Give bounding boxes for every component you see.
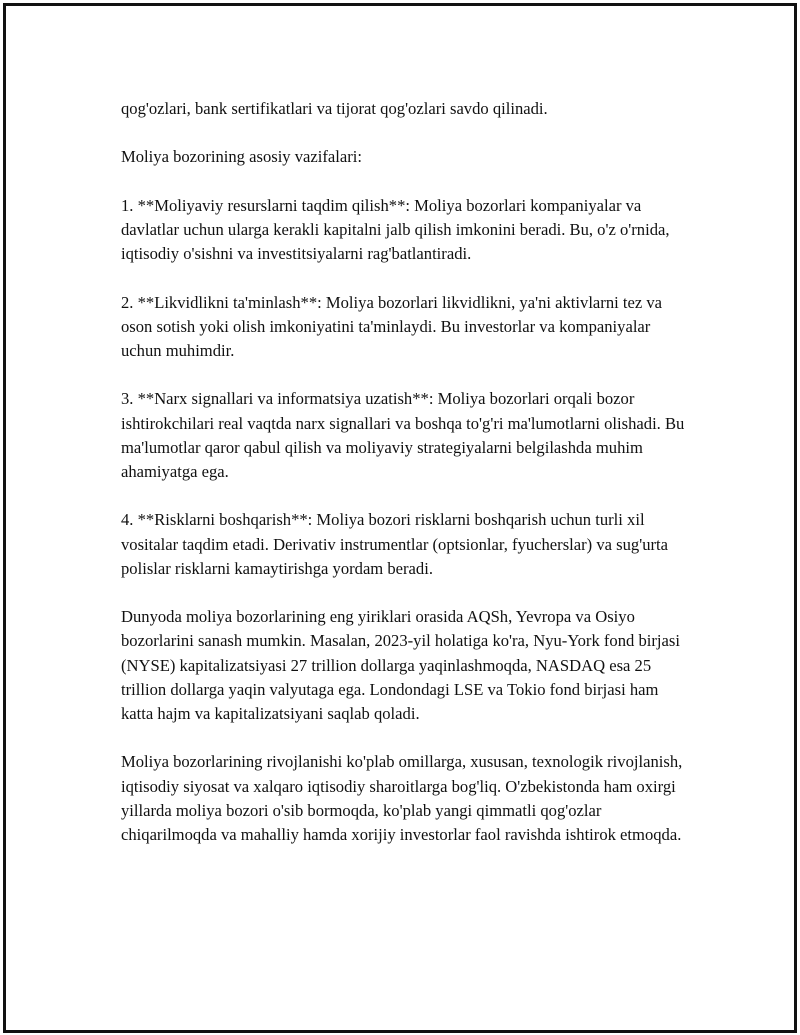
- document-body: [121, 97, 691, 871]
- paragraph-item-4: 4. **Risklarni boshqarish**: Moliya bozori risklarni boshqarish uchun turli xil vositalar taqdim etadi. Derivativ instrumentlar (optsionlar, fyucherslar) va sug'urta polislar risklarni kamaytirishga yordam beradi.: [121, 510, 668, 578]
- paragraph-continuation: qog'ozlari, bank sertifikatlari va tijorat qog'ozlari savdo qilinadi.: [121, 99, 548, 118]
- paragraph-development: Moliya bozorlarining rivojlanishi ko'plab omillarga, xususan, texnologik rivojlanish, iqtisodiy siyosat va xalqaro iqtisodiy sharoitlarga bog'liq. O'zbekistonda ham oxirgi yillarda moliya bozori o'sib bormoqda, ko'plab yangi qimmatli qog'ozlar chiqarilmoqda va mahalliy hamda xorijiy investorlar faol ravishda ishtirok etmoqda.: [121, 752, 683, 844]
- paragraph-item-2: 2. **Likvidlikni ta'minlash**: Moliya bozorlari likvidlikni, ya'ni aktivlarni tez va oson sotish yoki olish imkoniyatini ta'minlaydi. Bu investorlar va kompaniyalar uchun muhimdir.: [121, 292, 663, 360]
- page-frame: [3, 3, 797, 1033]
- paragraph-functions-heading: Moliya bozorining asosiy vazifalari:: [121, 147, 363, 167]
- paragraph-item-3: 3. **Narx signallari va informatsiya uzatish**: Moliya bozorlari orqali bozor ishtirokchilari real vaqtda narx signallari va boshqa to'g'ri ma'lumotlarni olishadi. Bu ma'lumotlar qaror qabul qilish va moliyaviy strategiyalarni belgilashda muhim ahamiyatga ega.: [121, 389, 685, 481]
- paragraph-item-1: 1. **Moliyaviy resurslarni taqdim qilish**: Moliya bozorlari kompaniyalar va davlatlar uchun ularga kerakli kapitalni jalb qilish imkonini beradi. Bu, o'z o'rnida, iqtisodiy o'sishni va investitsiyalarni rag'batlantiradi.: [121, 195, 670, 264]
- paragraph-world-markets: Dunyoda moliya bozorlarining eng yiriklari orasida AQSh, Yevropa va Osiyo bozorlarini sanash mumkin. Masalan, 2023-yil holatiga ko'ra, Nyu-York fond birjasi (NYSE) kapitalizatsiyasi 27 trillion dollarga yaqinlashmoqda, NASDAQ esa 25 trillion dollarga yaqin valyutaga ega. Londondagi LSE va Tokio fond birjasi ham katta hajm va kapitalizatsiyani saqlab qoladi.: [121, 607, 680, 723]
